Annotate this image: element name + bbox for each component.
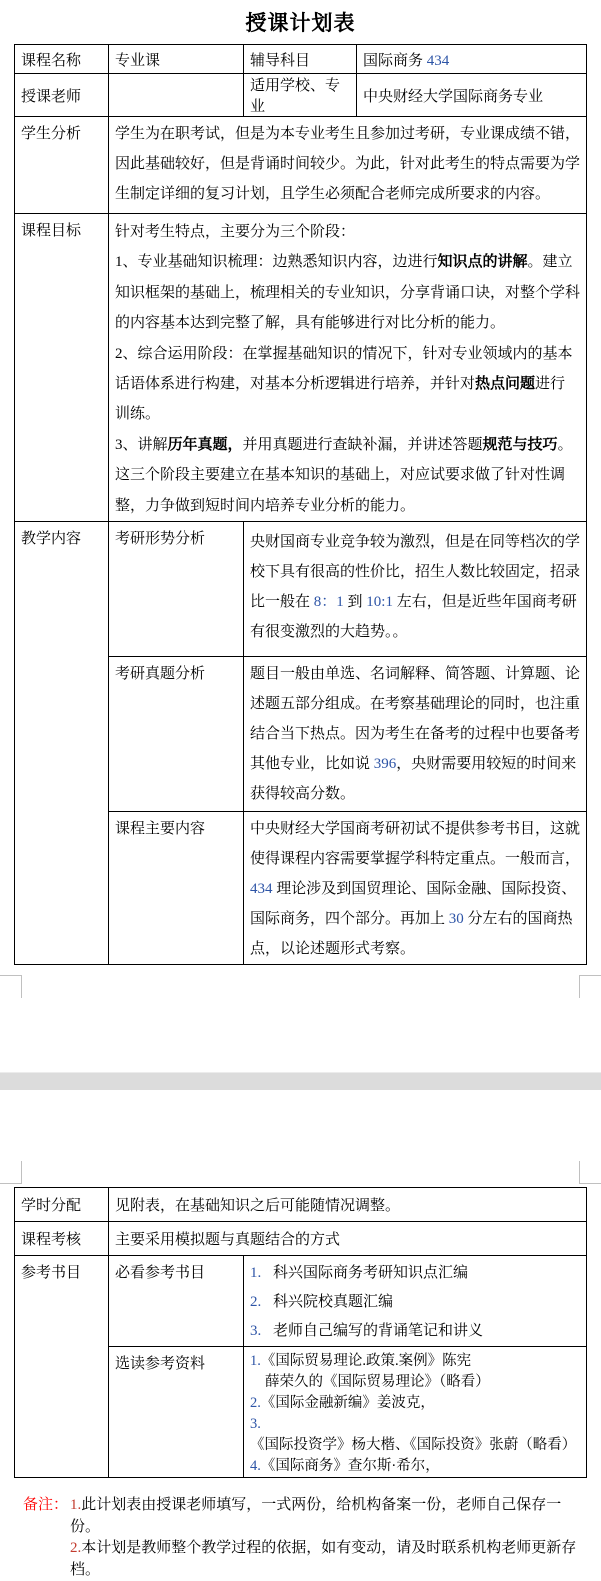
text-segment: ，央财需要用较短的时间来获得较高分数。 (250, 756, 577, 803)
list-item (250, 1351, 580, 1372)
text-segment: 1、专业基础知识梳理：边熟悉知识内容，边进行 (115, 254, 438, 271)
teaching-plan-table-page1 (14, 44, 587, 965)
text-segment: 左右，但是近些年国商考研有很变激烈的大趋势。。 (250, 594, 577, 641)
table-row (15, 1222, 587, 1256)
assessment-content: 主要采用模拟题与真题结合的方式 (109, 1222, 587, 1256)
text-segment: 。 (557, 436, 573, 453)
tutoring-subject-value (357, 45, 587, 74)
text-segment: 434 (250, 881, 273, 898)
text-segment: 2. (70, 1540, 82, 1557)
text-segment: 《国际投资学》杨大楷、《国际投资》张蔚（略看） (250, 1437, 577, 1454)
list-number: 2. (250, 1294, 262, 1311)
list-item (250, 1393, 580, 1414)
margin-crop-mark (579, 975, 601, 998)
text-segment: 到 (343, 594, 367, 611)
table-row (15, 1188, 587, 1222)
goal-paragraph (115, 339, 580, 430)
teaching-content-label: 教学内容 (15, 522, 109, 965)
text-segment: 3. (250, 1416, 261, 1433)
table-row (15, 522, 587, 657)
text-segment: 2、综合运用阶段：在掌握基础知识的情况下，针对专业领域内的基本话语体系进行构建，对基本分析逻辑进行培养，并针对 (115, 345, 573, 393)
course-goal-label: 课程目标 (15, 214, 109, 522)
text-segment: 分左右的国商热点，以论述题形式考察。 (250, 911, 573, 958)
goal-paragraph (115, 430, 580, 460)
text-segment: 30 (448, 911, 464, 928)
table-row (15, 74, 587, 117)
text-segment: 1. (70, 1497, 82, 1514)
must-read-sublabel: 必看参考书目 (109, 1256, 244, 1347)
optional-read-sublabel: 选读参考资料 (109, 1347, 244, 1478)
text-segment: 10:1 (366, 594, 393, 611)
teacher-label: 授课老师 (15, 74, 109, 117)
list-item (250, 1372, 580, 1393)
text-segment: 396 (373, 756, 397, 773)
course-name-value: 专业课 (109, 45, 244, 74)
text-segment: 4. (250, 1458, 261, 1475)
exam-situation-sublabel: 考研形势分析 (109, 522, 244, 657)
page-gap (0, 965, 601, 1187)
text-segment: 434 (426, 52, 450, 69)
text-segment: 并用真题进行查缺补漏，并讲述答题 (242, 436, 483, 453)
text-segment: 央财国商专业竞争较为激烈，但是在同等档次的学校下具有很高的性价比，招生人数比较固定，招录比一般在 (250, 534, 581, 611)
page-break-band (0, 1072, 601, 1090)
teacher-value (109, 74, 244, 117)
class-hours-label: 学时分配 (15, 1188, 109, 1222)
course-name-label: 课程名称 (15, 45, 109, 74)
text-segment: 《国际贸易理论.政策.案例》陈宪 (260, 1353, 472, 1370)
text-segment: 这三个阶段主要建立在基本知识的基础上，对应试要求做了针对性调整，力争做到短时间内培养专业分析的能力。 (115, 467, 566, 514)
margin-crop-mark (0, 975, 22, 998)
student-analysis-label: 学生分析 (15, 117, 109, 214)
list-item (250, 1414, 580, 1456)
table-row (15, 117, 587, 214)
text-segment: 8：1 (313, 594, 344, 611)
list-number: 1. (250, 1265, 262, 1282)
text-segment: 此计划表由授课老师填写，一式两份，给机构备案一份，老师自己保存一份。 (70, 1497, 562, 1535)
goal-paragraph (115, 247, 580, 338)
text-segment: 中央财经大学国商考研初试不提供参考书目，这就使得课程内容需要掌握学科特定重点。一般而言， (250, 821, 581, 868)
course-goal-content (109, 214, 587, 522)
list-item (250, 1456, 580, 1477)
school-major-value: 中央财经大学国际商务专业 (357, 74, 587, 117)
text-segment: 《国际金融新编》姜波克， (260, 1395, 435, 1412)
text-segment: 知识点的讲解 (437, 254, 528, 271)
references-label: 参考书目 (15, 1256, 109, 1478)
list-item (250, 1259, 580, 1288)
text-segment: 2. (250, 1395, 261, 1412)
text-segment: 历年真题， (167, 436, 243, 453)
margin-crop-mark (0, 1161, 22, 1184)
table-row (15, 45, 587, 74)
text-segment: 3、讲解 (115, 436, 168, 453)
exam-situation-content (244, 522, 587, 657)
text-segment: 。建立知识框架的基础上，梳理相关的专业知识，分享背诵口诀，对整个学科的内容基本达到完整了解，具有能够进行对比分析的能力。 (115, 254, 581, 332)
table-row (15, 214, 587, 522)
list-item-text: 科兴国际商务考研知识点汇编 (273, 1265, 469, 1282)
table-row (15, 1256, 587, 1347)
goal-paragraph (115, 460, 580, 521)
text-segment: 规范与技巧 (482, 436, 558, 453)
list-number: 3. (250, 1323, 262, 1340)
text-segment: 国际商务 (363, 52, 427, 69)
school-major-label: 适用学校、专业 (244, 74, 357, 117)
remark-line (70, 1538, 589, 1581)
text-segment: 进行训练。 (115, 376, 566, 423)
text-segment: 《国际商务》查尔斯·希尔， (260, 1458, 440, 1475)
text-segment: 理论涉及到国贸理论、国际金融、国际投资、国际商务，四个部分。再加上 (250, 881, 577, 928)
list-item (250, 1288, 580, 1317)
text-segment: 针对考生特点，主要分为三个阶段： (115, 224, 356, 240)
past-papers-content (244, 657, 587, 812)
tutoring-subject-label: 辅导科目 (244, 45, 357, 74)
text-segment: 本计划是教师整个教学过程的依据，如有变动，请及时联系机构老师更新存档。 (70, 1540, 577, 1578)
list-item-text: 科兴院校真题汇编 (273, 1294, 394, 1311)
assessment-label: 课程考核 (15, 1222, 109, 1256)
main-content-content (244, 812, 587, 965)
text-segment: 薛荣久的《国际贸易理论》（略看） (265, 1374, 490, 1391)
remarks (0, 1495, 601, 1581)
page-title: 授课计划表 (245, 11, 356, 35)
must-read-list (244, 1256, 587, 1347)
margin-crop-mark (579, 1161, 601, 1184)
text-segment: 热点问题 (475, 376, 536, 393)
past-papers-sublabel: 考研真题分析 (109, 657, 244, 812)
teaching-plan-table-page2 (14, 1187, 587, 1478)
list-item-text: 老师自己编写的背诵笔记和讲义 (273, 1323, 484, 1340)
student-analysis-content: 学生为在职考试，但是为本专业考生且参加过考研，专业课成绩不错，因此基础较好，但是背诵时间较少。为此，针对此考生的特点需要为学生制定详细的复习计划，且学生必须配合老师完成所要求的内容。 (109, 117, 587, 214)
text-segment: 题目一般由单选、名词解释、简答题、计算题、论述题五部分组成。在考察基础理论的同时，也注重结合当下热点。因为考生在备考的过程中也要备考其他专业，比如说 (250, 666, 581, 773)
optional-read-list (244, 1347, 587, 1478)
main-content-sublabel: 课程主要内容 (109, 812, 244, 965)
class-hours-content: 见附表，在基础知识之后可能随情况调整。 (109, 1188, 587, 1222)
remarks-label: 备注： (23, 1497, 69, 1514)
text-segment: 1. (250, 1353, 261, 1370)
list-item (250, 1317, 580, 1346)
remark-line (70, 1495, 589, 1538)
goal-paragraph (115, 217, 580, 247)
